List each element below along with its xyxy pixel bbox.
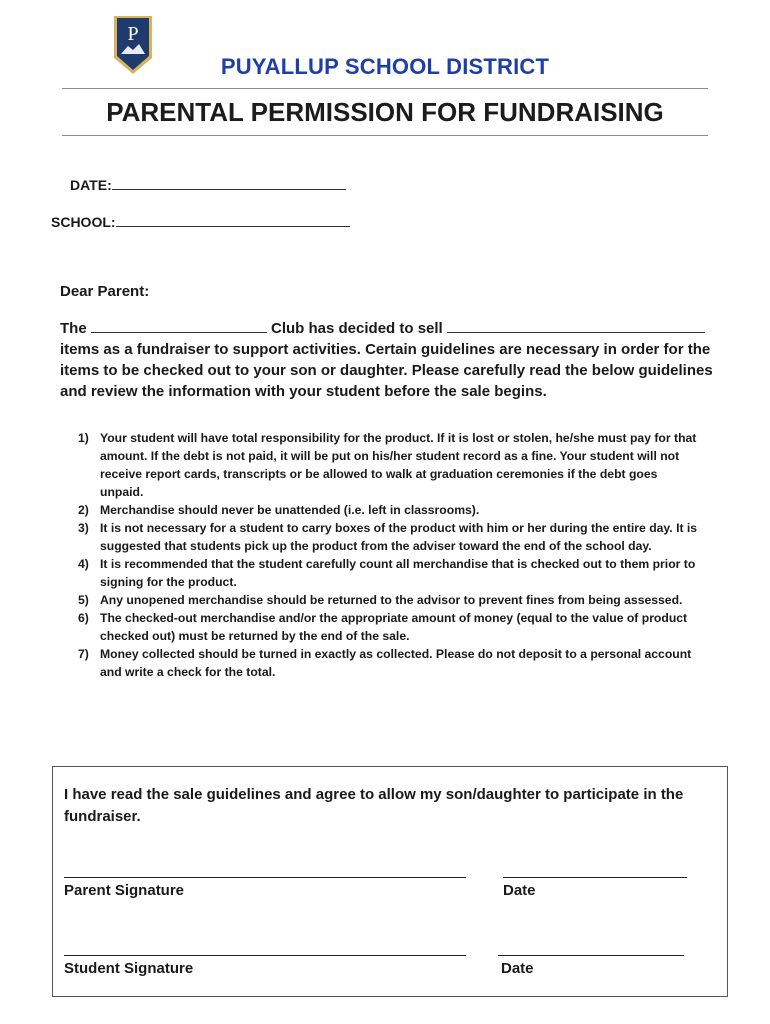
date-input-line[interactable] [112, 177, 346, 190]
guideline-item [62, 555, 698, 591]
logo-letter: P [127, 23, 139, 45]
date-label: DATE: [70, 177, 112, 193]
header-rule-top [62, 88, 708, 89]
guideline-number: 1) [78, 431, 89, 445]
page-title: PARENTAL PERMISSION FOR FUNDRAISING [106, 97, 664, 127]
intro-the: The [60, 320, 87, 337]
items-blank[interactable] [447, 318, 705, 333]
salutation: Dear Parent: [60, 283, 150, 300]
student-signature-line[interactable] [64, 955, 466, 956]
guideline-number: 4) [78, 557, 89, 571]
student-signature-label: Student Signature [64, 960, 194, 977]
guidelines-list [62, 429, 698, 681]
guideline-text: It is recommended that the student carefully count all merchandise that is checked out to them prior to signing for the product. [100, 557, 696, 589]
school-field [51, 214, 350, 230]
guideline-item [62, 501, 698, 519]
guideline-item [62, 429, 698, 501]
guideline-number: 3) [78, 521, 89, 535]
school-input-line[interactable] [116, 214, 350, 227]
guideline-text: Money collected should be turned in exactly as collected. Please do not deposit to a personal account and write a check for the total. [100, 647, 692, 679]
header-rule-bottom [62, 135, 708, 136]
agreement-statement: I have read the sale guidelines and agree to allow my son/daughter to participate in the fundraiser. [64, 786, 684, 825]
guideline-item [62, 519, 698, 555]
intro-club: Club has decided to sell [271, 320, 443, 337]
guideline-text: Any unopened merchandise should be returned to the advisor to prevent fines from being assessed. [100, 593, 683, 607]
intro-rest: items as a fundraiser to support activities. Certain guidelines are necessary in order for the items to be checked out to your son or daughter. Please carefully read the below guidelines and review the information with your student before the sale begins. [60, 341, 713, 400]
guideline-item [62, 645, 698, 681]
guideline-text: Your student will have total responsibility for the product. If it is lost or stolen, he/she must pay for that amount. If the debt is not paid, it will be put on his/her student record as a fine. Your student will not receive report cards, transcripts or be allowed to walk at graduation ceremonies if the debt goes unpaid. [100, 431, 697, 499]
guideline-number: 7) [78, 647, 89, 661]
guideline-text: It is not necessary for a student to carry boxes of the product with him or her during the entire day. It is suggested that students pick up the product from the adviser toward the end of the school day. [100, 521, 698, 553]
guideline-text: The checked-out merchandise and/or the appropriate amount of money (equal to the value of product checked out) must be returned by the end of the sale. [100, 611, 688, 643]
guideline-text: Merchandise should never be unattended (i.e. left in classrooms). [100, 503, 480, 517]
parent-date-label: Date [503, 882, 536, 899]
club-name-blank[interactable] [91, 318, 267, 333]
parent-date-line[interactable] [503, 877, 687, 878]
date-field [70, 177, 346, 193]
guideline-item [62, 591, 698, 609]
parent-signature-line[interactable] [64, 877, 466, 878]
guideline-number: 2) [78, 503, 89, 517]
student-date-label: Date [501, 960, 534, 977]
guideline-number: 6) [78, 611, 89, 625]
guideline-item [62, 609, 698, 645]
parent-signature-label: Parent Signature [64, 882, 185, 899]
student-date-line[interactable] [498, 955, 684, 956]
guideline-number: 5) [78, 593, 89, 607]
intro-paragraph [60, 318, 722, 402]
school-label: SCHOOL: [51, 214, 116, 230]
district-name: PUYALLUP SCHOOL DISTRICT [220, 54, 550, 79]
